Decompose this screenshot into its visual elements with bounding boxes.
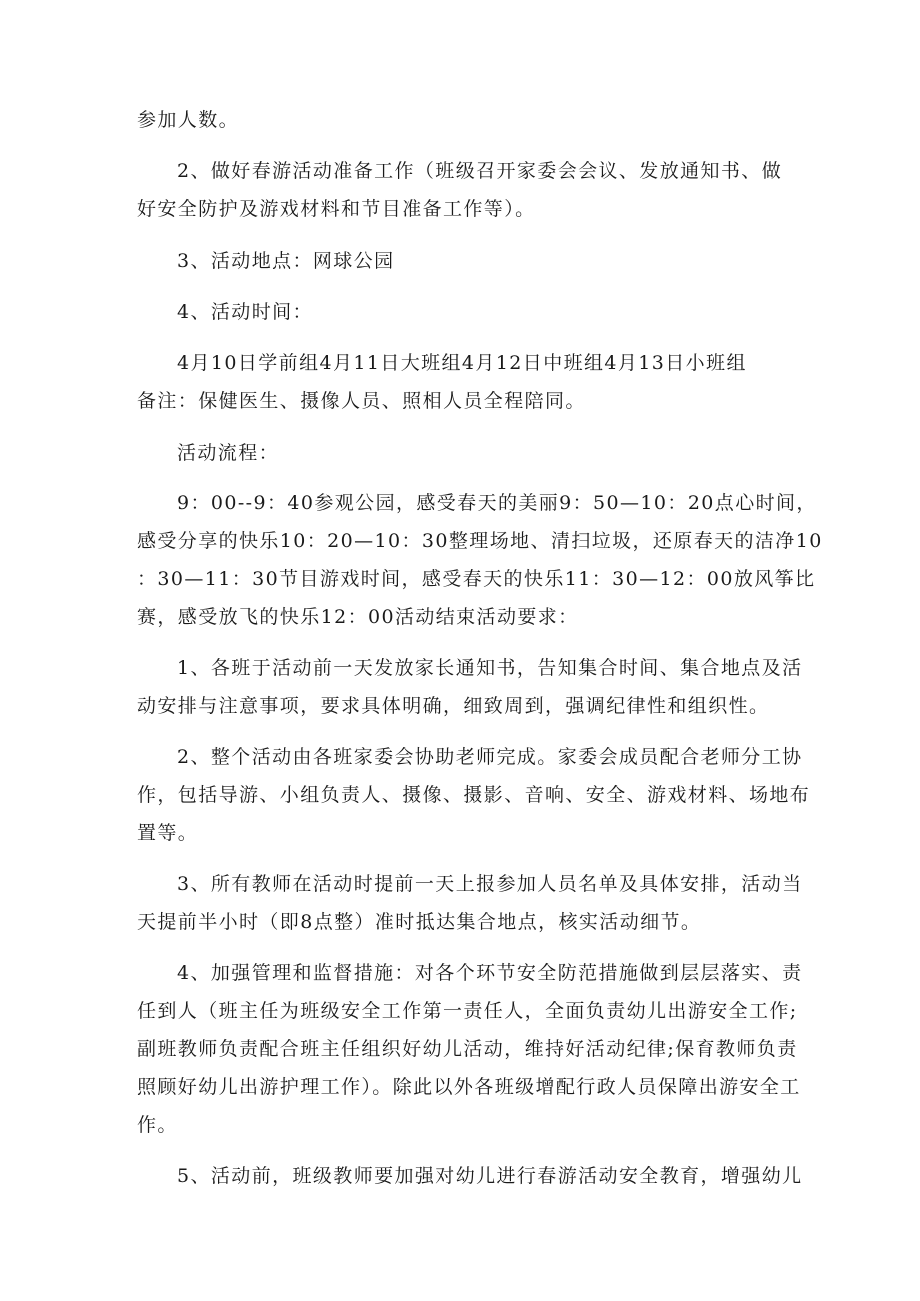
text-line: 4、加强管理和监督措施：对各个环节安全防范措施做到层层落实、责 — [177, 962, 803, 984]
text-line: ：30—11：30节目游戏时间，感受春天的快乐11：30—12：00放风筝比 — [137, 568, 816, 590]
text-line: 作。 — [137, 1114, 178, 1136]
text-line: 3、所有教师在活动时提前一天上报参加人员名单及具体安排，活动当 — [177, 873, 803, 895]
text-line: 2、整个活动由各班家委会协助老师完成。家委会成员配合老师分工协 — [177, 746, 803, 768]
text-line: 作，包括导游、小组负责人、摄像、摄影、音响、安全、游戏材料、场地布 — [137, 784, 811, 806]
text-line: 4、活动时间： — [177, 301, 313, 323]
text-line: 备注：保健医生、摄像人员、照相人员全程陪同。 — [137, 390, 586, 412]
text-line: 1、各班于活动前一天发放家长通知书，告知集合时间、集合地点及活 — [177, 657, 803, 679]
text-line: 动安排与注意事项，要求具体明确，细致周到，强调纪律性和组织性。 — [137, 695, 770, 717]
text-line: 参加人数。 — [137, 109, 240, 131]
text-line: 赛，感受放飞的快乐12：00活动结束活动要求： — [137, 606, 579, 628]
text-line: 2、做好春游活动准备工作（班级召开家委会会议、发放通知书、做 — [177, 160, 783, 182]
text-line: 活动流程： — [177, 442, 280, 464]
text-line: 天提前半小时（即8点整）准时抵达集合地点，核实活动细节。 — [137, 911, 702, 933]
text-line: 照顾好幼儿出游护理工作）。除此以外各班级增配行政人员保障出游安全工 — [137, 1076, 801, 1098]
text-line: 9：00--9：40参观公园，感受春天的美丽9：50—10：20点心时间， — [177, 492, 817, 514]
text-line: 4月10日学前组4月11日大班组4月12日中班组4月13日小班组 — [177, 352, 747, 374]
text-line: 置等。 — [137, 822, 199, 844]
text-line: 5、活动前，班级教师要加强对幼儿进行春游活动安全教育，增强幼儿 — [177, 1165, 803, 1187]
text-line: 感受分享的快乐10：20—10：30整理场地、清扫垃圾，还原春天的洁净10 — [137, 530, 823, 552]
text-line: 好安全防护及游戏材料和节目准备工作等）。 — [137, 198, 536, 220]
text-line: 副班教师负责配合班主任组织好幼儿活动，维持好活动纪律;保育教师负责 — [137, 1038, 798, 1060]
text-line: 任到人（班主任为班级安全工作第一责任人，全面负责幼儿出游安全工作; — [137, 1000, 798, 1022]
text-line: 3、活动地点：网球公园 — [177, 250, 395, 272]
